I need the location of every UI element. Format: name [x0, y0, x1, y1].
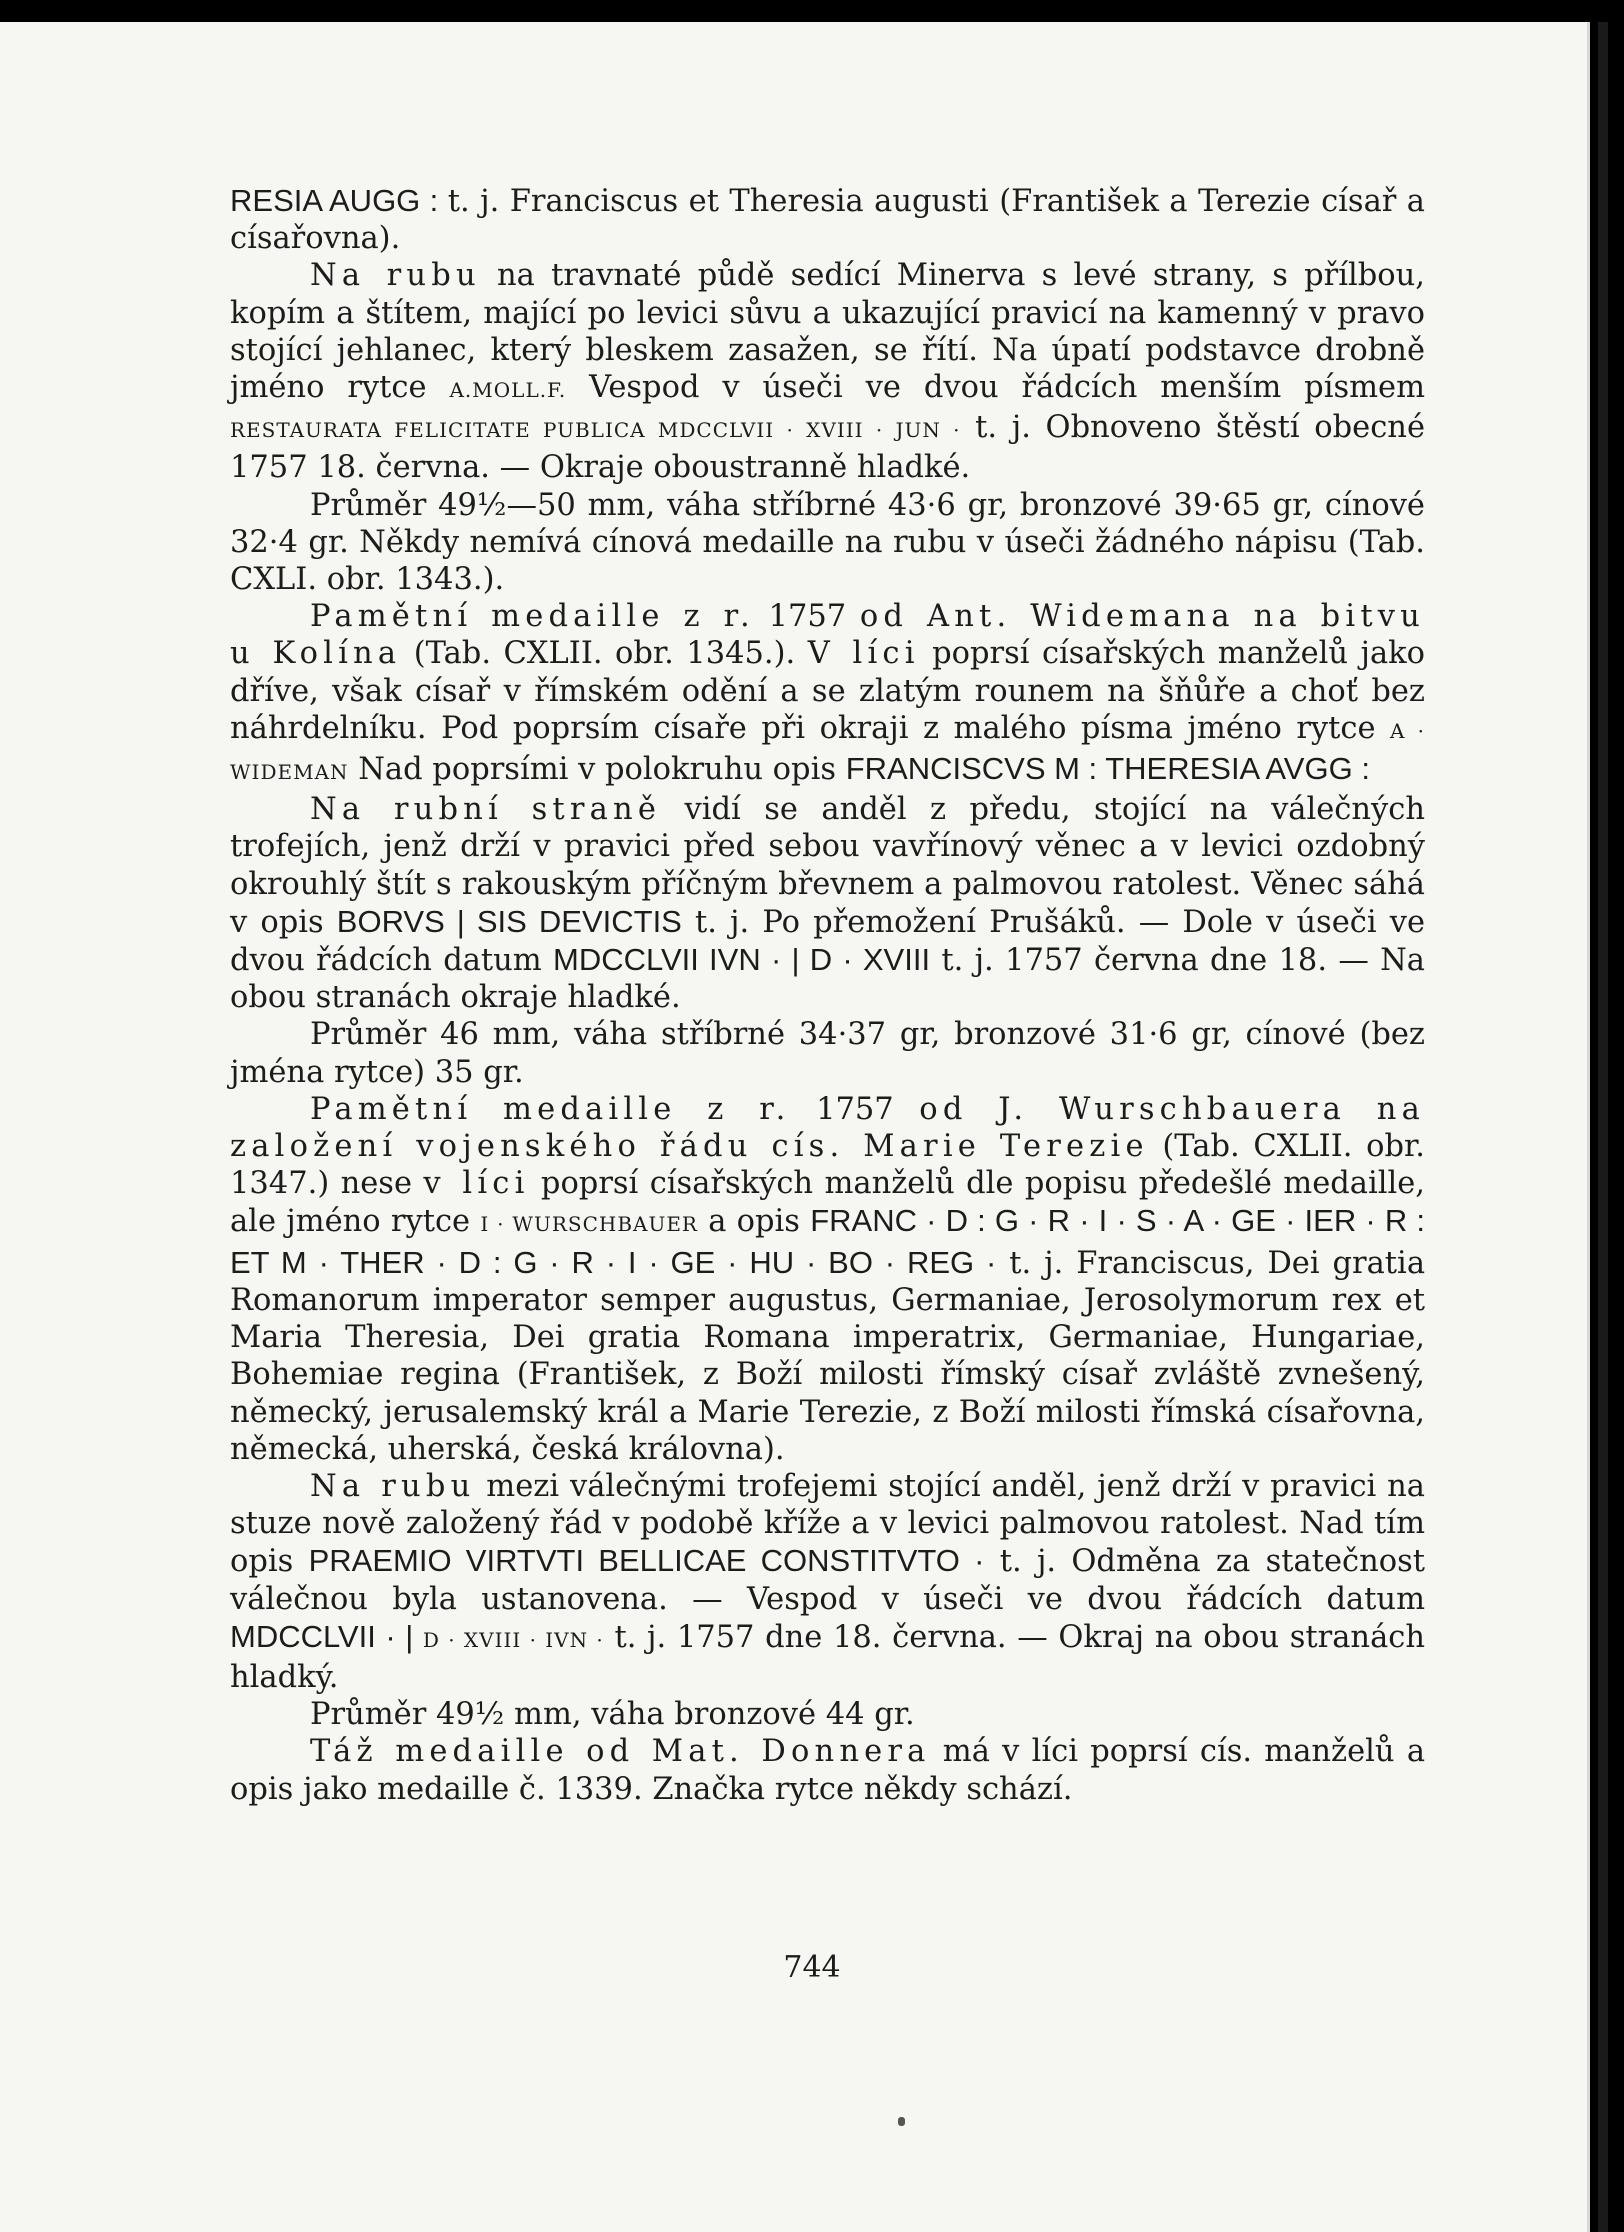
- text-run: (Tab. CXLII. obr. 1347.) nese: [230, 1129, 1425, 1202]
- text-run: Táž medaille od Mat. Donnera: [310, 1734, 931, 1770]
- paragraph-p3: [230, 487, 1425, 599]
- text-run: 1757: [754, 599, 860, 635]
- text-run: RESIA AUGG :: [230, 183, 448, 218]
- text-run: na travnaté půdě sedící Minerva s levé strany, s přílbou, kopím a štítem, mající po levici sůvu a ukazující pravicí na kamenný v pravo stojící jehlanec, který bleskem zasažen, se řítí. Na úpatí podstavce drobně jméno rytce: [230, 258, 1425, 406]
- text-run: RESTAURATA FELICITATE PUBLICA MDCCLVII · XVIII · JUN ·: [230, 418, 961, 443]
- text-run: MDCCLVII IVN · | D · XVIII: [553, 942, 931, 978]
- text-run: Pamětní medaille z r.: [310, 599, 755, 635]
- text-run: v líci: [423, 1166, 530, 1202]
- text-run: I · WURSCHBAUER: [480, 1212, 698, 1237]
- text-run: Vespod v úseči ve dvou řádcích menším písmem: [566, 370, 1425, 406]
- text-run: poprsí císařských manželů dle popisu předešlé medaille, ale jméno rytce: [230, 1166, 1425, 1240]
- paragraph-p10: [230, 1733, 1425, 1807]
- text-run: Průměr 49½ mm, váha bronzové 44 gr.: [310, 1697, 915, 1733]
- ink-speck: [898, 2117, 905, 2126]
- text-run: a opis: [697, 1204, 811, 1240]
- text-run: t. j. Franciscus, Dei gratia Romanorum imperator semper augustus, Germaniae, Jerosolymorum rex et Maria Theresia, Dei gratia Romana imperatrix, Germaniae, Hungariae, Bohemiae regina (František, z Boží milosti římský císař zvláště zvnešený, německý, jerusalemský král a Marie Terezie, z Boží milosti římská císařovna, německá, uherská, česká královna).: [230, 1245, 1426, 1467]
- text-run: vidí se anděl z předu, stojící na válečných trofejích, jenž drží v pravici před sebou vavřínový věnec a v levici ozdobný okrouhlý štít s rakouským příčným břevnem a palmovou ratolest. Věnec sáhá v opis: [230, 792, 1425, 940]
- text-run: 1757: [790, 1091, 920, 1127]
- paragraph-p5: [230, 791, 1425, 1016]
- text-run: Průměr 49½—50 mm, váha stříbrné 43·6 gr, bronzové 39·65 gr, cínové 32·4 gr. Někdy nemívá cínová medaille na rubu v úseči žádného nápisu (Tab. CXLI. obr. 1343.).: [230, 487, 1425, 598]
- text-run: od Ant. Widemana na bitvu u Kolína: [230, 599, 1426, 672]
- body-text: [230, 182, 1425, 1808]
- text-run: Průměr 46 mm, váha stříbrné 34·37 gr, bronzové 31·6 gr, cínové (bez jména rytce) 35 gr.: [230, 1017, 1425, 1090]
- paragraph-p1: [230, 182, 1425, 257]
- text-run: Nad poprsími v polokruhu opis: [348, 752, 846, 788]
- text-run: t. j. Franciscus et Theresia augusti (František a Terezie císař a císařovna).: [230, 184, 1425, 257]
- text-run: (Tab. CXLII. obr. 1345.).: [401, 636, 808, 672]
- paragraph-p6: [230, 1016, 1425, 1090]
- text-run: t. j. 1757 června dne 18. — Na obou stranách okraje hladké.: [230, 943, 1425, 1016]
- text-run: A · WIDEMAN: [230, 718, 1425, 785]
- text-run: D · XVIII · IVN ·: [422, 1627, 604, 1652]
- text-run: t. j. Odměna za statečnost válečnou byla ustanovena. — Vespod v úseči ve dvou řádcích datum: [230, 1544, 1425, 1617]
- page-number: 744: [783, 1950, 841, 1985]
- text-run: MDCCLVII · |: [230, 1618, 423, 1654]
- text-run: má v líci poprsí cís. manželů a opis jako medaille č. 1339. Značka rytce někdy schází.: [230, 1734, 1425, 1807]
- paragraph-p9: [230, 1696, 1425, 1733]
- text-run: FRANCISCVS M : THERESIA AVGG :: [845, 751, 1370, 787]
- text-run: Na rubu: [310, 1468, 476, 1504]
- text-run: poprsí císařských manželů jako dříve, však císař v římském odění a se zlatým rounem na šňůře a choť bez náhrdelníku. Pod poprsím císaře při okraji z malého písma jméno rytce: [230, 636, 1425, 746]
- text-run: PRAEMIO VIRTVTI BELLICAE CONSTITVTO ·: [308, 1543, 985, 1579]
- text-run: t. j. Po přemožení Prušáků. — Dole v úseči ve dvou řádcích datum: [230, 904, 1426, 979]
- text-run: A.MOLL.F.: [449, 378, 567, 403]
- text-run: V líci: [807, 636, 920, 672]
- text-run: Na rubu: [310, 258, 481, 294]
- paragraph-p2: [230, 257, 1425, 486]
- text-run: t. j. Obnoveno štěstí obecné 1757 18. června. — Okraje oboustranně hladké.: [230, 410, 1425, 486]
- page-edge-shadow: [1598, 22, 1608, 2232]
- text-run: t. j. 1757 dne 18. června. — Okraj na obou stranách hladký.: [230, 1619, 1425, 1695]
- text-run: FRANC · D : G · R · I · S · A · GE · IER · R : ET M · THER · D : G · R · I · GE · HU · BO · REG ·: [230, 1203, 1426, 1280]
- text-run: od J. Wurschbauera na založení vojenského řádu cís. Marie Terezie: [230, 1091, 1425, 1165]
- paragraph-p7: [230, 1091, 1425, 1468]
- text-run: BORVS | SIS DEVICTIS: [336, 903, 682, 939]
- paragraph-p8: [230, 1468, 1425, 1696]
- text-run: Na rubní straně: [310, 792, 662, 828]
- text-run: mezi válečnými trofejemi stojící anděl, jenž drží v pravici na stuze nově založený řád v podobě kříže a v levici palmovou ratolest. Nad tím opis: [230, 1468, 1425, 1580]
- text-run: Pamětní medaille z r.: [310, 1091, 791, 1127]
- paragraph-p4: [230, 598, 1425, 791]
